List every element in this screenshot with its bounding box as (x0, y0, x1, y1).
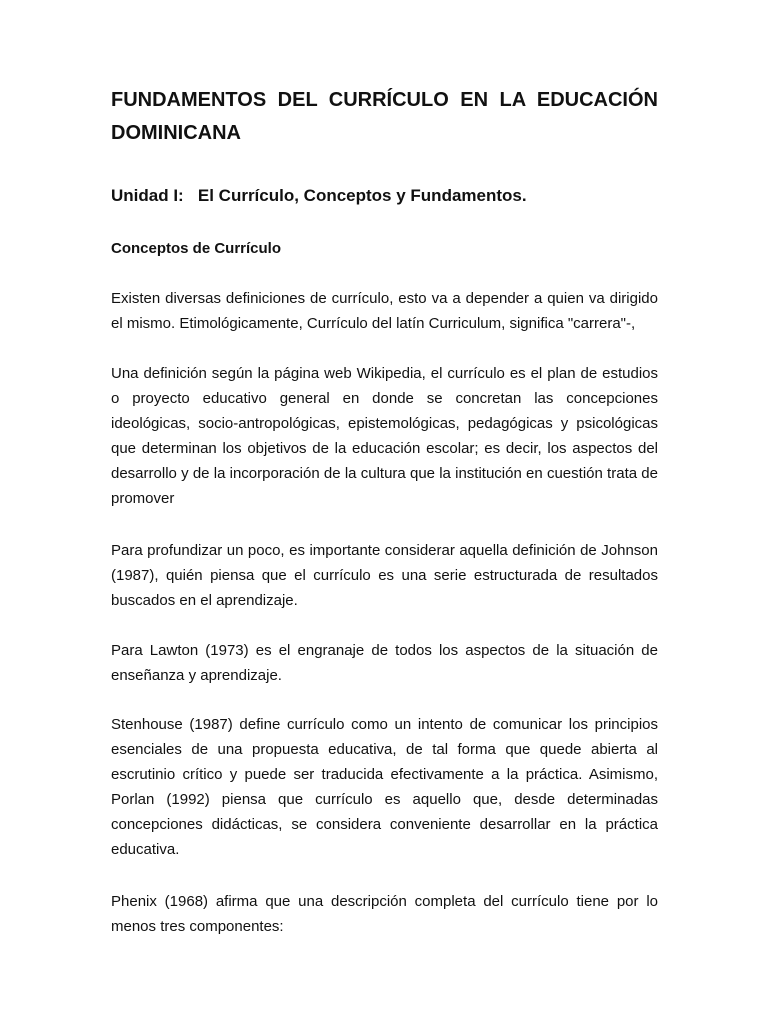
unit-heading: Unidad I: El Currículo, Conceptos y Fundamentos. (111, 186, 527, 205)
paragraph-lawton: Para Lawton (1973) es el engranaje de todos los aspectos de la situación de enseñanza y aprendizaje. (111, 642, 658, 684)
paragraph-wikipedia: Una definición según la página web Wikipedia, el currículo es el plan de estudios o proyecto educativo general en donde se concretan las concepciones ideológicas, socio-antropológicas, epistemológicas, pedagógicas y psicológicas que determinan los objetivos de la educación escolar; es decir, los aspectos del desarrollo y de la incorporación de la cultura que la institución en cuestión trata de promover (111, 365, 658, 507)
paragraph-johnson: Para profundizar un poco, es importante considerar aquella definición de Johnson (1987), quién piensa que el currículo es una serie estructurada de resultados buscados en el aprendizaje. (111, 542, 658, 609)
document-title: FUNDAMENTOS DEL CURRÍCULO EN LA EDUCACIÓN DOMINICANA (111, 89, 658, 144)
paragraph-stenhouse: Stenhouse (1987) define currículo como un intento de comunicar los principios esenciales de una propuesta educativa, de tal forma que quede abierta al escrutinio crítico y puede ser traducida efectivamente a la práctica. Asimismo, Porlan (1992) piensa que currículo es aquello que, desde determinadas concepciones didácticas, se considera conveniente desarrollar en la práctica educativa. (111, 716, 658, 858)
paragraph-phenix: Phenix (1968) afirma que una descripción completa del currículo tiene por lo menos tres componentes: (111, 893, 658, 935)
section-heading: Conceptos de Currículo (111, 240, 282, 257)
paragraph-definitions: Existen diversas definiciones de currículo, esto va a depender a quien va dirigido el mismo. Etimológicamente, Currículo del latín Curriculum, significa "carrera"-, (111, 290, 658, 332)
